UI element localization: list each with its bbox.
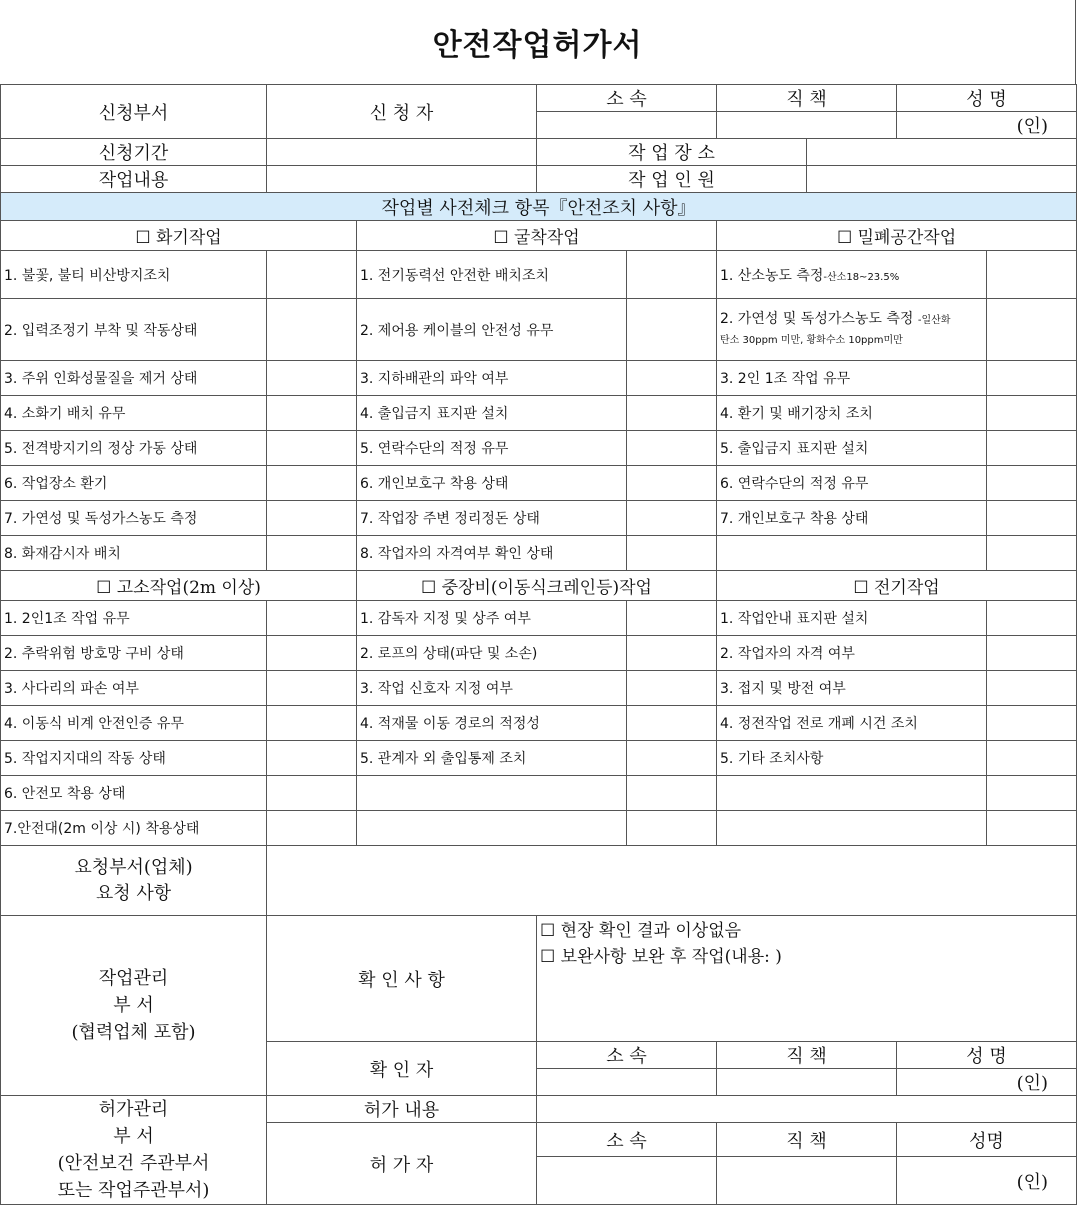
- check-cell[interactable]: [627, 466, 717, 501]
- permit-content-field[interactable]: [537, 1096, 1077, 1123]
- confirmer-affiliation-field[interactable]: [537, 1069, 717, 1096]
- check-item: 6. 개인보호구 착용 상태: [357, 466, 627, 501]
- check-cell[interactable]: [627, 361, 717, 396]
- check-item: 1. 작업안내 표지판 설치: [717, 601, 987, 636]
- permitter-name-header: 성명: [897, 1123, 1077, 1157]
- check-cell[interactable]: [987, 536, 1077, 571]
- check-item: 6. 안전모 착용 상태: [1, 776, 267, 811]
- check-cell[interactable]: [267, 396, 357, 431]
- check-item: 4. 환기 및 배기장치 조치: [717, 396, 987, 431]
- check-item: 5. 기타 조치사항: [717, 741, 987, 776]
- period-label: 신청기간: [1, 139, 267, 166]
- check-cell[interactable]: [627, 776, 717, 811]
- check-item: 8. 화재감시자 배치: [1, 536, 267, 571]
- check-cell[interactable]: [987, 741, 1077, 776]
- confirmer-position-field[interactable]: [717, 1069, 897, 1096]
- permit-line2: 부 서: [113, 1126, 154, 1147]
- check-cell[interactable]: [987, 501, 1077, 536]
- check-item: 3. 2인 1조 작업 유무: [717, 361, 987, 396]
- check-cell[interactable]: [627, 536, 717, 571]
- confirm-options: [537, 916, 1077, 1042]
- check-item: 3. 작업 신호자 지정 여부: [357, 671, 627, 706]
- check-cell[interactable]: [987, 671, 1077, 706]
- check-item-text: 2. 가연성 및 독성가스농도 측정: [720, 310, 914, 327]
- check-cell[interactable]: [267, 636, 357, 671]
- content-label: 작업내용: [1, 166, 267, 193]
- empty-item: [717, 776, 987, 811]
- check-item: [717, 299, 987, 361]
- check-cell[interactable]: [267, 776, 357, 811]
- category-confined-space[interactable]: ☐ 밀폐공간작업: [717, 221, 1077, 251]
- period-field[interactable]: [267, 139, 537, 166]
- confirmer-position-header: 직 책: [717, 1042, 897, 1069]
- empty-item: [717, 811, 987, 846]
- empty-item: [357, 811, 627, 846]
- check-cell[interactable]: [987, 431, 1077, 466]
- option-supplement[interactable]: ☐ 보완사항 보완 후 작업(내용: ): [540, 947, 782, 967]
- check-item: 2. 추락위험 방호망 구비 상태: [1, 636, 267, 671]
- check-cell[interactable]: [627, 636, 717, 671]
- name-header: 성 명: [897, 85, 1077, 112]
- affiliation-field[interactable]: [537, 112, 717, 139]
- category-height-work[interactable]: ☐ 고소작업(2m 이상): [1, 571, 357, 601]
- check-cell[interactable]: [267, 251, 357, 299]
- check-cell[interactable]: [987, 706, 1077, 741]
- affiliation-header: 소 속: [537, 85, 717, 112]
- check-item: 1. 전기동력선 안전한 배치조치: [357, 251, 627, 299]
- dept-label: 신청부서: [1, 85, 267, 139]
- category-hot-work[interactable]: ☐ 화기작업: [1, 221, 357, 251]
- permit-dept-label: [1, 1096, 267, 1205]
- check-cell[interactable]: [627, 501, 717, 536]
- check-cell[interactable]: [987, 811, 1077, 846]
- check-item: 2. 작업자의 자격 여부: [717, 636, 987, 671]
- content-field[interactable]: [267, 166, 537, 193]
- permitter-seal-field[interactable]: (인): [897, 1157, 1077, 1205]
- check-cell[interactable]: [267, 466, 357, 501]
- check-item: 3. 접지 및 방전 여부: [717, 671, 987, 706]
- permit-line1: 허가관리: [98, 1099, 169, 1120]
- check-cell[interactable]: [627, 671, 717, 706]
- management-line2: 부 서: [113, 995, 154, 1016]
- check-item-text: 1. 산소농도 측정: [720, 267, 824, 284]
- check-cell[interactable]: [267, 536, 357, 571]
- permit-line4: 또는 작업주관부서): [57, 1180, 210, 1201]
- check-item: 7. 가연성 및 독성가스농도 측정: [1, 501, 267, 536]
- check-cell[interactable]: [267, 299, 357, 361]
- check-cell[interactable]: [627, 811, 717, 846]
- check-item: 4. 출입금지 표지판 설치: [357, 396, 627, 431]
- management-line1: 작업관리: [98, 968, 169, 989]
- request-label: [1, 846, 267, 916]
- place-label: 작 업 장 소: [537, 139, 807, 166]
- applicant-label: 신 청 자: [267, 85, 537, 139]
- check-item: 5. 연락수단의 적정 유무: [357, 431, 627, 466]
- section-title: 작업별 사전체크 항목『안전조치 사항』: [1, 193, 1077, 221]
- check-cell[interactable]: [627, 299, 717, 361]
- check-item-note: 탄소 30ppm 미만, 황화수소 10ppm미만: [720, 334, 903, 346]
- check-cell[interactable]: [987, 396, 1077, 431]
- position-field[interactable]: [717, 112, 897, 139]
- check-cell[interactable]: [627, 706, 717, 741]
- check-item: 6. 작업장소 환기: [1, 466, 267, 501]
- check-cell[interactable]: [267, 811, 357, 846]
- request-field[interactable]: [267, 846, 1077, 916]
- check-cell[interactable]: [987, 636, 1077, 671]
- check-cell[interactable]: [987, 299, 1077, 361]
- permitter-affiliation-field[interactable]: [537, 1157, 717, 1205]
- confirmer-affiliation-header: 소 속: [537, 1042, 717, 1069]
- check-cell[interactable]: [987, 251, 1077, 299]
- management-line3: (협력업체 포함): [71, 1022, 196, 1043]
- check-item: 2. 로프의 상태(파단 및 소손): [357, 636, 627, 671]
- check-item: 5. 작업지지대의 작동 상태: [1, 741, 267, 776]
- category-electrical[interactable]: ☐ 전기작업: [717, 571, 1077, 601]
- confirm-items-label: 확 인 사 항: [267, 916, 537, 1042]
- check-item: 1. 감독자 지정 및 상주 여부: [357, 601, 627, 636]
- check-cell[interactable]: [987, 361, 1077, 396]
- check-cell[interactable]: [267, 431, 357, 466]
- applicant-table: [0, 84, 1077, 193]
- name-seal-field[interactable]: (인): [897, 112, 1077, 139]
- check-cell[interactable]: [627, 396, 717, 431]
- request-label-line2: 요청 사항: [95, 882, 172, 904]
- check-cell[interactable]: [267, 361, 357, 396]
- check-cell[interactable]: [267, 601, 357, 636]
- check-item: 7. 작업장 주변 정리정돈 상태: [357, 501, 627, 536]
- check-cell[interactable]: [987, 601, 1077, 636]
- check-cell[interactable]: [987, 466, 1077, 501]
- check-item: 6. 연락수단의 적정 유무: [717, 466, 987, 501]
- check-item: 2. 제어용 케이블의 안전성 유무: [357, 299, 627, 361]
- category-excavation[interactable]: ☐ 굴착작업: [357, 221, 717, 251]
- check-item: 7.안전대(2m 이상 시) 착용상태: [1, 811, 267, 846]
- management-dept-label: [1, 916, 267, 1096]
- check-item: 5. 관계자 외 출입통제 조치: [357, 741, 627, 776]
- check-item: 3. 사다리의 파손 여부: [1, 671, 267, 706]
- check-item: 4. 적재물 이동 경로의 적정성: [357, 706, 627, 741]
- check-item: 5. 출입금지 표지판 설치: [717, 431, 987, 466]
- check-item: 1. 2인1조 작업 유무: [1, 601, 267, 636]
- empty-item: [717, 536, 987, 571]
- option-no-issue[interactable]: ☐ 현장 확인 결과 이상없음: [540, 921, 742, 941]
- place-field[interactable]: [807, 139, 1077, 166]
- check-item: 8. 작업자의 자격여부 확인 상태: [357, 536, 627, 571]
- check-item: 1. 불꽃, 불티 비산방지조치: [1, 251, 267, 299]
- check-cell[interactable]: [627, 431, 717, 466]
- check-cell[interactable]: [987, 776, 1077, 811]
- check-item: 3. 주위 인화성물질을 제거 상태: [1, 361, 267, 396]
- check-item: 5. 전격방지기의 정상 가동 상태: [1, 431, 267, 466]
- check-cell[interactable]: [267, 671, 357, 706]
- request-label-line1: 요청부서(업체): [74, 856, 193, 878]
- permit-content-label: 허가 내용: [267, 1096, 537, 1123]
- workers-label: 작 업 인 원: [537, 166, 807, 193]
- checklist-table: [0, 192, 1077, 846]
- empty-item: [357, 776, 627, 811]
- check-item-note: -일산화: [917, 314, 951, 326]
- check-item: 2. 입력조정기 부착 및 작동상태: [1, 299, 267, 361]
- check-cell[interactable]: [267, 501, 357, 536]
- permitter-position-field[interactable]: [717, 1157, 897, 1205]
- confirmer-name-header: 성 명: [897, 1042, 1077, 1069]
- check-item: 4. 소화기 배치 유무: [1, 396, 267, 431]
- check-item-note: -산소18~23.5%: [823, 271, 900, 283]
- check-cell[interactable]: [267, 741, 357, 776]
- approval-table: [0, 845, 1077, 1205]
- category-heavy-equipment[interactable]: ☐ 중장비(이동식크레인등)작업: [357, 571, 717, 601]
- permitter-position-header: 직 책: [717, 1123, 897, 1157]
- position-header: 직 책: [717, 85, 897, 112]
- confirmer-label: 확 인 자: [267, 1042, 537, 1096]
- check-cell[interactable]: [267, 706, 357, 741]
- check-item: 4. 이동식 비계 안전인증 유무: [1, 706, 267, 741]
- check-cell[interactable]: [627, 601, 717, 636]
- check-item: 3. 지하배관의 파악 여부: [357, 361, 627, 396]
- permit-line3: (안전보건 주관부서: [57, 1153, 210, 1174]
- confirmer-seal-field[interactable]: (인): [897, 1069, 1077, 1096]
- check-item: [717, 251, 987, 299]
- permitter-label: 허 가 자: [267, 1123, 537, 1205]
- check-item: 7. 개인보호구 착용 상태: [717, 501, 987, 536]
- check-cell[interactable]: [627, 251, 717, 299]
- form-title: 안전작업허가서: [0, 0, 1076, 84]
- workers-field[interactable]: [807, 166, 1077, 193]
- check-item: 4. 정전작업 전로 개폐 시건 조치: [717, 706, 987, 741]
- permitter-affiliation-header: 소 속: [537, 1123, 717, 1157]
- check-cell[interactable]: [627, 741, 717, 776]
